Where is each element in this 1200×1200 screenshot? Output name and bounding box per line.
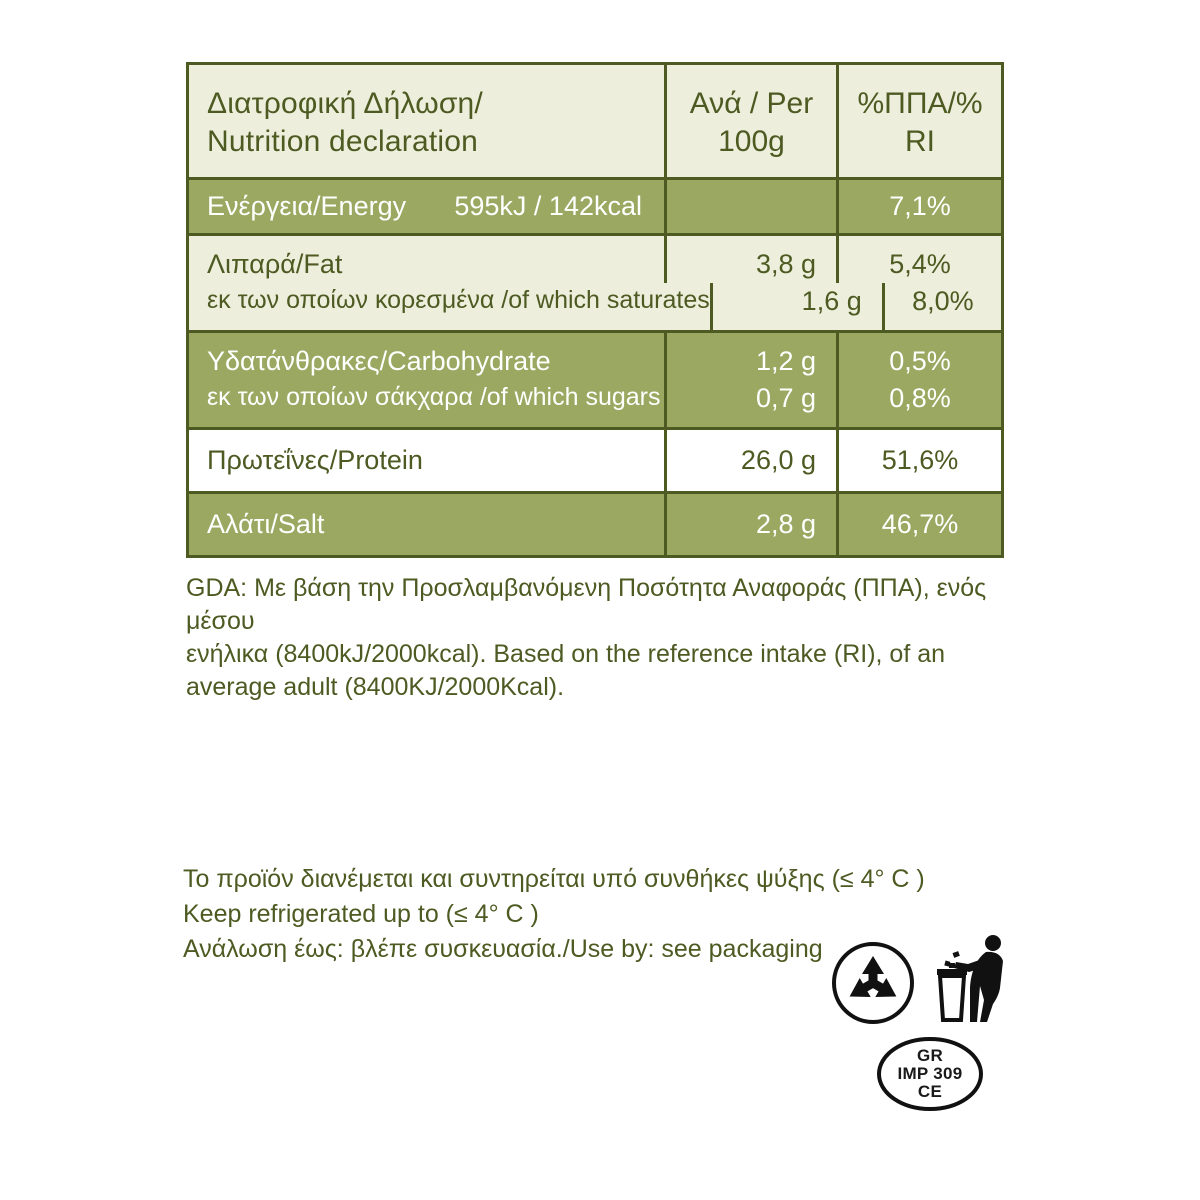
health-mark-line2: IMP 309 xyxy=(897,1064,963,1083)
recycling-mobius-icon xyxy=(832,942,914,1024)
header-cell-declaration xyxy=(189,65,664,177)
health-mark-line3: CE xyxy=(917,1082,943,1101)
row-energy-ri-cell xyxy=(836,180,1001,233)
row-saturates-per-cell xyxy=(710,283,882,330)
row-salt-label-cell xyxy=(189,494,664,555)
header-per-line1: Ανά / Per xyxy=(689,87,814,120)
row-saturates-ri-cell xyxy=(882,283,1001,330)
row-fat-label: Λιπαρά/Fat xyxy=(207,249,343,279)
row-energy-per-cell xyxy=(664,180,836,233)
row-carbs-ri: 0,5% xyxy=(889,346,951,376)
row-saturates-value: 1,6 g xyxy=(801,286,862,316)
row-protein-label: Πρωτεΐνες/Protein xyxy=(207,445,423,475)
row-saturates-label-cell xyxy=(189,283,710,330)
row-sugars-ri: 0,8% xyxy=(889,383,951,413)
row-carbs-value: 1,2 g xyxy=(755,346,816,376)
row-sugars-label-cell xyxy=(189,380,664,427)
table-row xyxy=(189,494,1001,555)
row-protein-ri-cell xyxy=(836,430,1001,491)
storage-line3: Ανάλωση έως: βλέπε συσκευασία./Use by: see packaging xyxy=(183,935,823,963)
table-row xyxy=(189,380,1001,430)
health-mark-text xyxy=(876,1036,984,1112)
storage-line2: Keep refrigerated up to (≤ 4° C ) xyxy=(183,900,539,928)
row-energy-label-cell xyxy=(189,180,664,233)
row-saturates-ri: 8,0% xyxy=(912,286,974,316)
row-sugars-per-cell xyxy=(664,380,836,427)
row-fat-ri-cell xyxy=(836,236,1001,283)
row-salt-ri: 46,7% xyxy=(881,509,959,539)
table-header-row xyxy=(189,65,1001,180)
header-per-line2: 100g xyxy=(718,125,785,158)
row-sugars-ri-cell xyxy=(836,380,1001,427)
health-mark-oval-icon xyxy=(876,1036,984,1112)
header-cell-ri xyxy=(836,65,1001,177)
header-cell-per xyxy=(664,65,836,177)
row-salt-value: 2,8 g xyxy=(755,509,816,539)
row-sugars-label: εκ των οποίων σάκχαρα /of which sugars xyxy=(207,383,661,411)
row-carbs-label-cell xyxy=(189,333,664,380)
nutrition-table xyxy=(186,62,1004,558)
header-ri-line2: RI xyxy=(905,125,935,158)
row-fat-per-cell xyxy=(664,236,836,283)
row-protein-value: 26,0 g xyxy=(740,445,816,475)
table-row xyxy=(189,236,1001,283)
row-protein-per-cell xyxy=(664,430,836,491)
gda-note-line3: average adult (8400KJ/2000Kcal). xyxy=(186,673,565,701)
table-row xyxy=(189,283,1001,333)
row-carbs-per-cell xyxy=(664,333,836,380)
gda-note xyxy=(186,572,1026,704)
tidyman-bin-icon xyxy=(936,930,1018,1026)
row-energy-value: 595kJ / 142kcal xyxy=(454,191,642,221)
header-declaration-line2: Nutrition declaration xyxy=(207,125,479,158)
header-ri-line1: %ΠΠΑ/% xyxy=(857,87,983,120)
row-saturates-label: εκ των οποίων κορεσμένα /of which saturates xyxy=(207,286,710,314)
gda-note-line1: GDA: Με βάση την Προσλαμβανόμενη Ποσότητα Αναφοράς (ΠΠΑ), ενός μέσου xyxy=(186,574,987,635)
row-protein-ri: 51,6% xyxy=(881,445,959,475)
health-mark-line1: GR xyxy=(916,1046,944,1065)
table-row xyxy=(189,333,1001,380)
row-salt-ri-cell xyxy=(836,494,1001,555)
table-row xyxy=(189,180,1001,236)
row-fat-ri: 5,4% xyxy=(889,249,951,279)
row-protein-label-cell xyxy=(189,430,664,491)
row-carbs-ri-cell xyxy=(836,333,1001,380)
row-salt-label: Αλάτι/Salt xyxy=(207,509,325,539)
row-fat-label-cell xyxy=(189,236,664,283)
storage-line1: Το προϊόν διανέμεται και συντηρείται υπό συνθήκες ψύξης (≤ 4° C ) xyxy=(183,865,925,893)
row-fat-value: 3,8 g xyxy=(755,249,816,279)
row-sugars-value: 0,7 g xyxy=(755,383,816,413)
row-salt-per-cell xyxy=(664,494,836,555)
header-declaration-line1: Διατροφική Δήλωση/ xyxy=(207,87,483,120)
gda-note-line2: ενήλικα (8400kJ/2000kcal). Based on the reference intake (RI), of an xyxy=(186,640,946,668)
row-energy-ri: 7,1% xyxy=(889,191,951,221)
row-energy-label: Ενέργεια/Energy xyxy=(207,191,407,221)
row-carbs-label: Υδατάνθρακες/Carbohydrate xyxy=(207,346,551,376)
table-row xyxy=(189,430,1001,494)
